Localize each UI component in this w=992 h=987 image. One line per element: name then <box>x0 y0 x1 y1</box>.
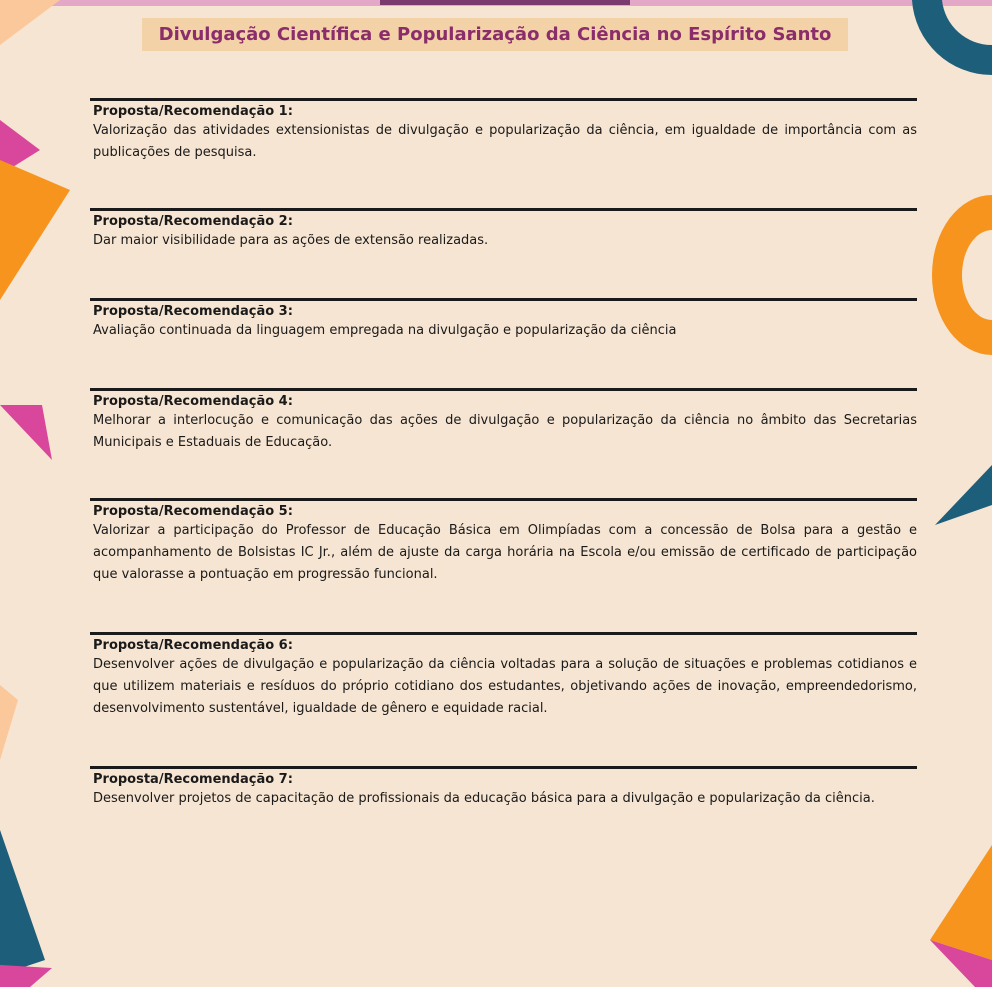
proposal-6 <box>90 632 917 720</box>
proposal-heading: Proposta/Recomendação 7: <box>93 772 293 787</box>
decor-teal-ring-top-right <box>912 0 992 75</box>
decor-peach-triangle-top-left <box>0 0 60 45</box>
proposal-text: Avaliação continuada da linguagem empregada na divulgação e popularização da ciência <box>93 323 677 338</box>
decor-teal-triangle-bottom-left <box>0 830 45 975</box>
decor-magenta-shape-left-mid <box>0 405 52 460</box>
proposal-2 <box>90 208 917 252</box>
page-title: Divulgação Científica e Popularização da Ciência no Espírito Santo <box>158 24 832 45</box>
proposal-heading: Proposta/Recomendação 4: <box>93 394 293 409</box>
proposal-4 <box>90 388 917 454</box>
decor-peach-triangle-left-low <box>0 685 18 760</box>
title-band <box>142 18 848 51</box>
proposal-heading: Proposta/Recomendação 2: <box>93 214 293 229</box>
proposal-text: Valorização das atividades extensionistas de divulgação e popularização da ciência, em igualdade de importância com as publicações de pesquisa. <box>93 123 917 160</box>
decor-orange-ring-right <box>932 195 992 355</box>
proposal-1 <box>90 98 917 164</box>
proposal-text: Melhorar a interlocução e comunicação das ações de divulgação e popularização da ciência no âmbito das Secretarias Municipais e Estaduais de Educação. <box>93 413 917 450</box>
proposal-heading: Proposta/Recomendação 3: <box>93 304 293 319</box>
proposal-heading: Proposta/Recomendação 5: <box>93 504 293 519</box>
proposal-text: Desenvolver projetos de capacitação de profissionais da educação básica para a divulgação e popularização da ciência. <box>93 791 875 806</box>
proposal-3 <box>90 298 917 342</box>
proposal-heading: Proposta/Recomendação 1: <box>93 104 293 119</box>
proposal-text: Dar maior visibilidade para as ações de extensão realizadas. <box>93 233 489 248</box>
decor-orange-triangle-bottom-right <box>930 845 992 960</box>
decor-orange-triangle-left <box>0 160 70 300</box>
proposal-text: Desenvolver ações de divulgação e popularização da ciência voltadas para a solução de situações e problemas cotidianos e que utilizem materiais e resíduos do próprio cotidiano dos estudantes, objetivando ações de inovação, empreendedorismo, desenvolvimento sustentável, igualdade de gênero e equidade racial. <box>93 657 917 716</box>
proposal-5 <box>90 498 917 586</box>
proposal-heading: Proposta/Recomendação 6: <box>93 638 293 653</box>
proposal-text: Valorizar a participação do Professor de Educação Básica em Olimpíadas com a concessão de Bolsa para a gestão e acompanhamento de Bolsistas IC Jr., além de ajuste da carga horária na Escola e/ou emissão de certificado de participação que valorasse a pontuação em progressão funcional. <box>93 523 917 582</box>
decor-teal-triangle-right <box>935 465 992 525</box>
proposal-7 <box>90 766 917 810</box>
decor-magenta-bottom-left <box>0 965 52 987</box>
